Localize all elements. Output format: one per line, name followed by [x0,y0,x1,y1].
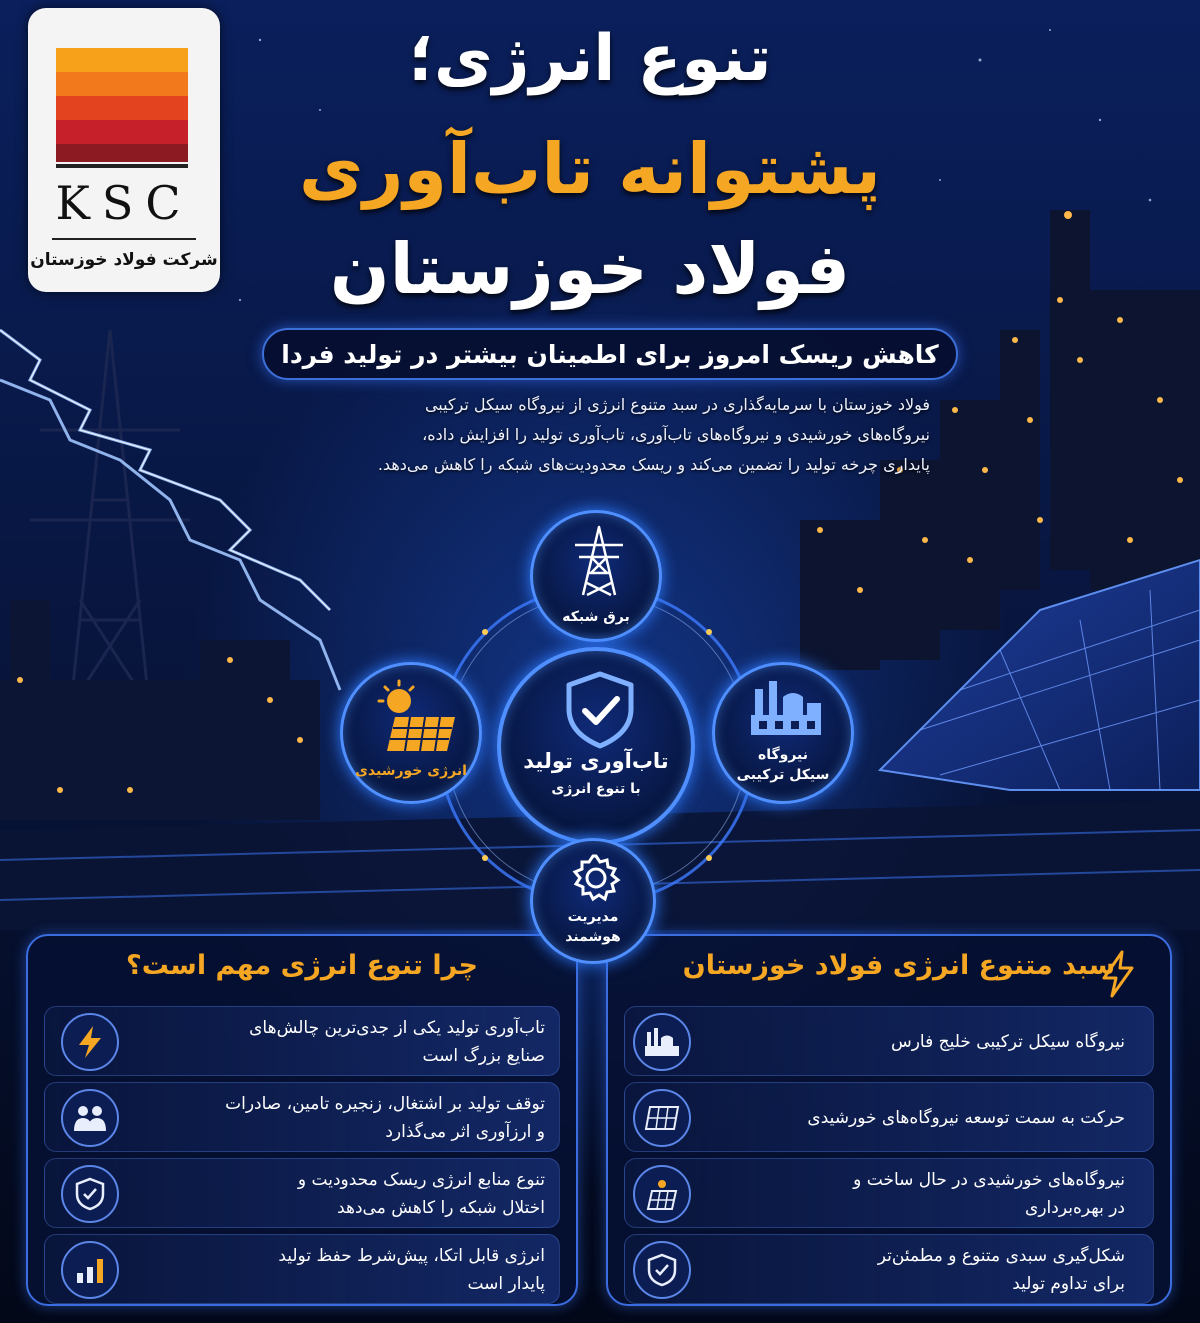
combined-cycle-label-2: سیکل ترکیبی [736,767,830,783]
basket-item [624,1234,1154,1304]
grid-power-node [530,510,662,642]
why-item [44,1006,560,1076]
production-resilience-node [497,647,695,845]
smart-management-label-2: هوشمند [565,929,621,945]
title-line-1: تنوع انرژی؛ [408,22,772,96]
why-item-line: توقف تولید بر اشتغال، زنجیره تامین، صادرات [225,1094,545,1114]
intro-line-3: پایداری چرخه تولید را تضمین می‌کند و ریسک محدودیت‌های شبکه را کاهش می‌دهد. [377,455,930,474]
why-item-line: تنوع منابع انرژی ریسک محدودیت و [297,1170,545,1190]
basket-item-line: در بهره‌برداری [1025,1198,1125,1218]
logo-stripes [56,48,188,170]
basket-item [624,1006,1154,1076]
solar-sun-panel-icon [633,1165,691,1223]
power-plant-icon [749,675,823,739]
basket-item-line: شکل‌گیری سبدی متنوع و مطمئن‌تر [877,1246,1125,1266]
solar-panel-icon [633,1089,691,1147]
basket-item-line: نیروگاه سیکل ترکیبی خلیج فارس [890,1032,1125,1052]
subtitle-pill [262,328,958,380]
grid-power-label: برق شبکه [562,609,630,625]
shield-check-icon [61,1165,119,1223]
basket-item-line: برای تداوم تولید [1012,1274,1125,1294]
shield-check-icon [563,671,637,749]
intro-line-1: فولاد خوزستان با سرمایه‌گذاری در سبد متنوع انرژی از نیروگاه سیکل ترکیبی [424,395,930,414]
basket-item-line: نیروگاه‌های خورشیدی در حال ساخت و [853,1170,1125,1190]
gear-icon [571,853,621,903]
why-item [44,1234,560,1304]
title-line-3: فولاد خوزستان [329,228,851,310]
why-item-line: پایدار است [467,1274,545,1294]
lightning-icon [61,1013,119,1071]
people-icon [61,1089,119,1147]
combined-cycle-node [712,662,854,804]
shield-check-icon [633,1241,691,1299]
solar-energy-label: انرژی خورشیدی [355,763,467,779]
why-item [44,1158,560,1228]
logo-divider [52,238,196,240]
center-title: تاب‌آوری تولید [523,749,669,773]
why-item-line: انرژی قابل اتکا، پیش‌شرط حفظ تولید [278,1246,545,1266]
why-item-line: تاب‌آوری تولید یکی از جدی‌ترین چالش‌های [249,1018,545,1038]
why-diversity-panel [26,934,578,1306]
subtitle-text: کاهش ریسک امروز برای اطمینان بیشتر در تولید فردا [281,339,939,369]
why-item [44,1082,560,1152]
smart-management-label-1: مدیریت [567,909,619,925]
solar-panel-icon [371,679,459,755]
basket-item-line: حرکت به سمت توسعه نیروگاه‌های خورشیدی [807,1108,1125,1128]
energy-basket-panel [606,934,1172,1306]
why-item-line: اختلال شبکه را کاهش می‌دهد [337,1198,545,1218]
logo-company-name: شرکت فولاد خوزستان [30,250,218,270]
intro-line-2: نیروگاه‌های خورشیدی و نیروگاه‌های تاب‌آوری، تاب‌آوری تولید را افزایش داده، [422,425,930,444]
basket-item [624,1158,1154,1228]
smart-management-node [530,838,656,964]
solar-energy-node [340,662,482,804]
why-item-line: و ارزآوری اثر می‌گذارد [385,1122,545,1142]
intro-paragraph [270,390,930,480]
why-panel-title: چرا تنوع انرژی مهم است؟ [126,950,478,981]
basket-panel-title: سبد متنوع انرژی فولاد خوزستان [682,950,1116,981]
center-subtitle: با تنوع انرژی [551,781,641,797]
combined-cycle-label-1: نیروگاه [757,747,809,763]
logo-mark: KSC [55,176,193,230]
why-item-line: صنایع بزرگ است [422,1046,545,1066]
power-tower-icon [571,523,627,597]
bar-chart-icon [61,1241,119,1299]
power-plant-icon [633,1013,691,1071]
ksc-logo [28,8,220,292]
title-line-2: پشتوانه تاب‌آوری [299,128,881,210]
basket-item [624,1082,1154,1152]
